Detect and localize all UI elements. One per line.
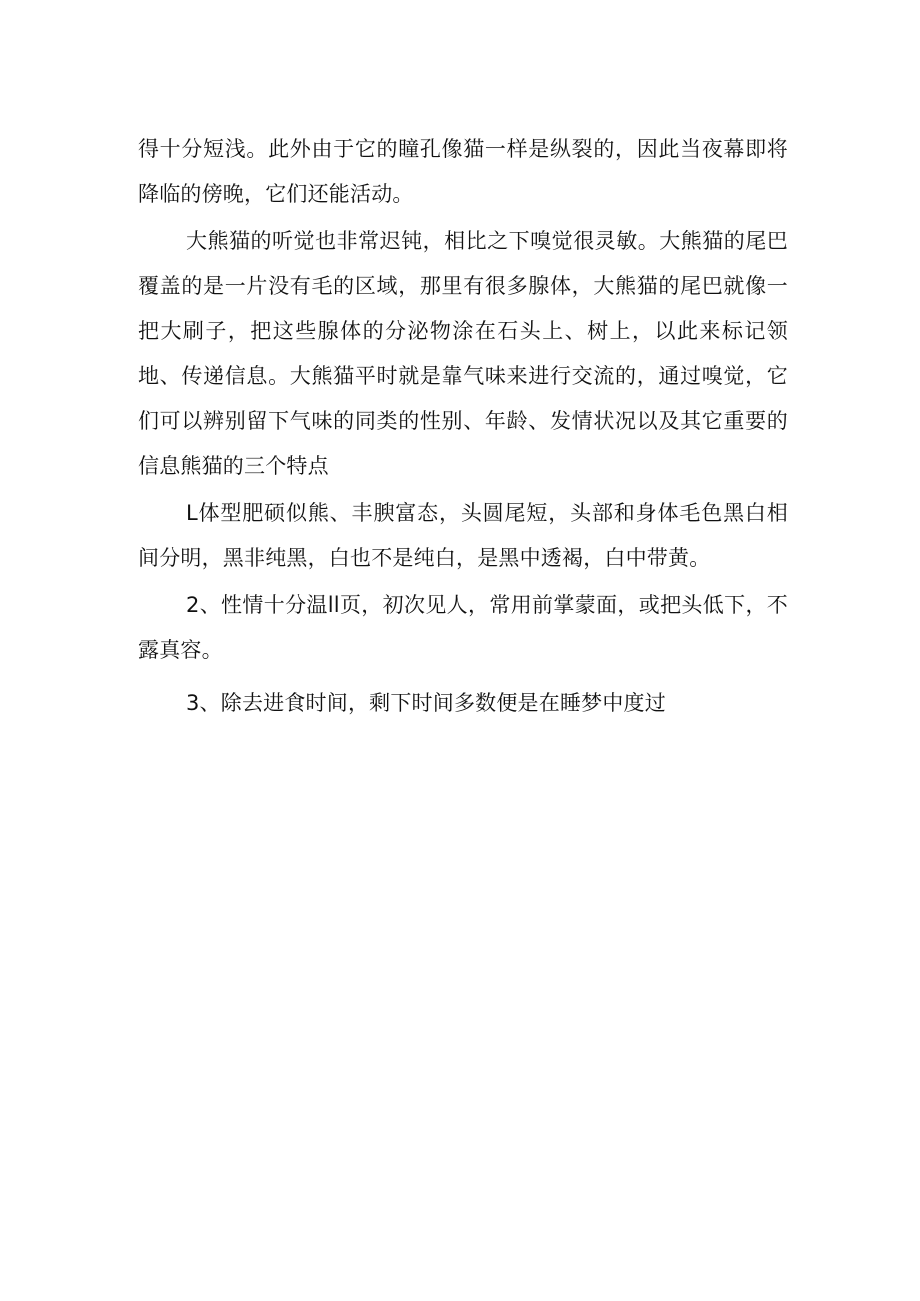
paragraph-1: 得十分短浅。此外由于它的瞳孔像猫一样是纵裂的，因此当夜幕即将降临的傍晚，它们还能活动。 — [138, 137, 788, 206]
paragraph-5: 3、除去进食时间，剩下时间多数便是在睡梦中度过 — [186, 691, 666, 715]
document-body — [138, 127, 788, 726]
paragraph-3: L体型肥硕似熊、丰腴富态，头圆尾短，头部和身体毛色黑白相间分明，黑非纯黑，白也不是纯白，是黑中透褐，白中带黄。 — [138, 501, 788, 570]
paragraph-4: 2、性情十分温ll页，初次见人，常用前掌蒙面，或把头低下，不露真容。 — [138, 593, 788, 662]
paragraph-2: 大熊猫的听觉也非常迟钝，相比之下嗅觉很灵敏。大熊猫的尾巴覆盖的是一片没有毛的区域，那里有很多腺体，大熊猫的尾巴就像一把大刷子，把这些腺体的分泌物涂在石头上、树上，以此来标记领地、传递信息。大熊猫平时就是靠气味来进行交流的，通过嗅觉，它们可以辨别留下气味的同类的性别、年龄、发情状况以及其它重要的信息熊猫的三个特点 — [138, 229, 788, 478]
